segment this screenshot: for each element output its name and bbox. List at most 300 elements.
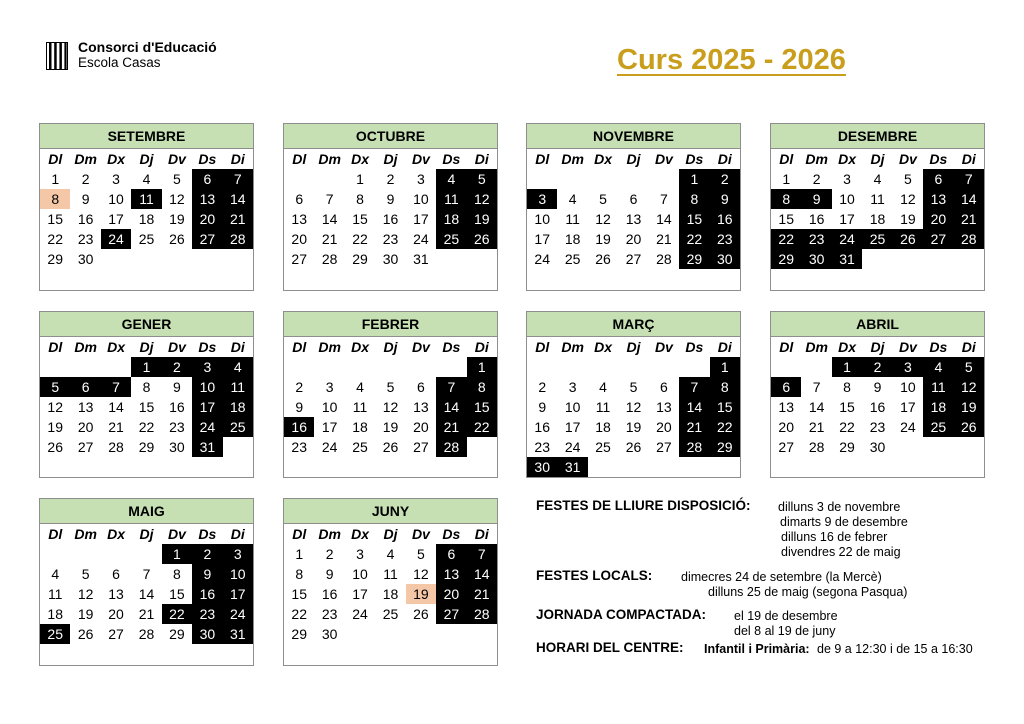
- month-marc: [526, 311, 741, 478]
- day-cell: 11: [923, 377, 953, 397]
- day-cell: 17: [900, 399, 916, 415]
- day-cell: 17: [839, 211, 855, 227]
- empty-cell: [314, 169, 344, 189]
- day-cell: 22: [138, 419, 155, 435]
- day-cell: 7: [436, 377, 466, 397]
- day-cell: 4: [923, 357, 953, 377]
- day-cell: 7: [954, 169, 984, 189]
- day-cell: 5: [417, 546, 425, 562]
- day-cell: 5: [904, 171, 912, 187]
- month-grid: [40, 524, 253, 644]
- day-cell: 23: [77, 231, 94, 247]
- day-cell: 18: [564, 231, 581, 247]
- day-cell: 14: [138, 586, 155, 602]
- weekday-label: Dj: [626, 151, 641, 167]
- weekday-label: Di: [961, 339, 976, 355]
- day-cell: 25: [382, 606, 399, 622]
- weekday-label: Dj: [870, 339, 885, 355]
- day-cell: 24: [192, 417, 222, 437]
- day-cell: 4: [386, 546, 395, 562]
- month-title: MAIG: [40, 499, 253, 524]
- weekday-label: Dj: [383, 526, 398, 542]
- day-cell: 13: [413, 399, 429, 415]
- day-cell: 21: [436, 417, 466, 437]
- day-cell: 2: [192, 544, 222, 564]
- empty-cell: [527, 357, 557, 377]
- day-cell: 26: [413, 606, 429, 622]
- day-cell: 29: [352, 251, 368, 267]
- day-cell: 25: [436, 229, 466, 249]
- local-holiday-2: dilluns 25 de maig (segona Pasqua): [708, 585, 908, 599]
- weekday-label: Dx: [351, 339, 370, 355]
- day-cell: 21: [808, 419, 825, 435]
- day-cell: 14: [108, 399, 124, 415]
- day-cell: 14: [223, 189, 253, 209]
- day-cell: 2: [386, 171, 395, 187]
- month-desembre: [770, 123, 985, 291]
- empty-cell: [70, 357, 100, 377]
- day-cell: 26: [169, 231, 185, 247]
- day-cell: 3: [568, 379, 577, 395]
- month-abril: [770, 311, 985, 478]
- month-title: MARÇ: [527, 312, 740, 337]
- weekday-label: Dm: [318, 339, 341, 355]
- day-cell: 3: [527, 189, 557, 209]
- empty-cell: [557, 357, 587, 377]
- day-cell: 29: [138, 439, 155, 455]
- day-cell: 28: [321, 251, 338, 267]
- day-cell: 9: [710, 189, 740, 209]
- day-cell: 18: [923, 397, 953, 417]
- month-title: FEBRER: [284, 312, 497, 337]
- empty-cell: [893, 437, 923, 457]
- day-cell: 6: [923, 169, 953, 189]
- empty-cell: [131, 544, 161, 564]
- day-cell: 12: [954, 377, 984, 397]
- day-cell: 28: [436, 437, 466, 457]
- day-cell: 7: [325, 191, 334, 207]
- weekday-label: Ds: [442, 526, 461, 542]
- weekday-label: Dv: [167, 151, 186, 167]
- day-cell: 30: [192, 624, 222, 644]
- day-cell: 3: [893, 357, 923, 377]
- month-title: OCTUBRE: [284, 124, 497, 149]
- day-cell: 20: [778, 419, 794, 435]
- day-cell: 24: [352, 606, 368, 622]
- day-cell: 20: [656, 419, 672, 435]
- day-cell: 31: [413, 251, 429, 267]
- day-cell: 17: [321, 419, 338, 435]
- weekday-label: Dv: [411, 526, 430, 542]
- day-cell: 2: [710, 169, 740, 189]
- empty-cell: [588, 169, 618, 189]
- empty-cell: [954, 249, 984, 269]
- org-name: Consorci d'Educació: [78, 39, 217, 55]
- day-cell: 15: [352, 211, 368, 227]
- day-cell: 24: [900, 419, 916, 435]
- empty-cell: [771, 357, 801, 377]
- empty-cell: [527, 169, 557, 189]
- empty-cell: [436, 357, 466, 377]
- day-cell: 19: [625, 419, 642, 435]
- weekday-label: Dv: [654, 339, 673, 355]
- day-cell: 12: [625, 399, 642, 415]
- weekday-label: Di: [474, 151, 489, 167]
- empty-cell: [345, 357, 375, 377]
- day-cell: 26: [47, 439, 63, 455]
- day-cell: 23: [291, 439, 307, 455]
- weekday-label: Ds: [929, 339, 948, 355]
- day-cell: 27: [625, 251, 642, 267]
- weekday-label: Dx: [594, 151, 613, 167]
- weekday-label: Dl: [292, 339, 307, 355]
- weekday-label: Di: [230, 526, 245, 542]
- day-cell: 28: [954, 229, 984, 249]
- day-cell: 30: [710, 249, 740, 269]
- day-cell: 18: [352, 419, 368, 435]
- day-cell: 3: [192, 357, 222, 377]
- day-cell: 6: [295, 191, 304, 207]
- day-cell: 8: [356, 191, 364, 207]
- weekday-label: Dm: [561, 151, 584, 167]
- empty-cell: [162, 249, 192, 269]
- day-cell: 11: [352, 399, 368, 415]
- day-cell: 7: [679, 377, 709, 397]
- day-cell: 6: [417, 379, 425, 395]
- month-grid: [284, 149, 497, 269]
- day-cell: 5: [40, 377, 70, 397]
- compact-day-label: JORNADA COMPACTADA:: [536, 607, 706, 622]
- day-cell: 21: [223, 209, 253, 229]
- day-cell: 25: [352, 439, 368, 455]
- day-cell: 28: [679, 437, 709, 457]
- day-cell: 16: [321, 586, 338, 602]
- day-cell: 13: [656, 399, 672, 415]
- weekday-label: Ds: [442, 151, 461, 167]
- day-cell: 24: [321, 439, 338, 455]
- weekday-label: Dx: [838, 151, 857, 167]
- day-cell: 27: [778, 439, 794, 455]
- day-cell: 20: [77, 419, 94, 435]
- empty-cell: [923, 437, 953, 457]
- day-cell: 25: [564, 251, 581, 267]
- day-cell: 11: [595, 399, 611, 415]
- day-cell: 25: [40, 624, 70, 644]
- weekday-label: Dl: [535, 339, 550, 355]
- day-cell: 14: [808, 399, 825, 415]
- day-cell: 10: [900, 379, 916, 395]
- day-cell: 2: [862, 357, 892, 377]
- day-cell: 27: [77, 439, 94, 455]
- day-cell: 18: [138, 211, 155, 227]
- day-cell: 29: [839, 439, 855, 455]
- day-cell: 5: [629, 379, 638, 395]
- day-cell: 18: [47, 606, 63, 622]
- day-cell: 3: [356, 546, 364, 562]
- day-cell: 16: [382, 211, 399, 227]
- day-cell: 24: [413, 231, 429, 247]
- day-cell: 6: [660, 379, 668, 395]
- day-cell: 26: [625, 439, 642, 455]
- weekday-label: Dx: [107, 151, 126, 167]
- day-cell: 31: [192, 437, 222, 457]
- day-cell: 17: [223, 584, 253, 604]
- day-cell: 10: [223, 564, 253, 584]
- day-cell: 26: [954, 417, 984, 437]
- weekday-label: Dv: [411, 151, 430, 167]
- weekday-label: Dx: [107, 526, 126, 542]
- empty-cell: [223, 437, 253, 457]
- course-title: Curs 2025 - 2026: [617, 44, 846, 76]
- day-cell: 30: [869, 439, 886, 455]
- day-cell: 22: [467, 417, 497, 437]
- day-cell: 23: [321, 606, 338, 622]
- day-cell: 12: [413, 566, 429, 582]
- day-cell: 16: [192, 584, 222, 604]
- day-cell: 22: [47, 231, 63, 247]
- weekday-label: Dl: [48, 151, 63, 167]
- day-cell: 27: [291, 251, 307, 267]
- month-grid: [771, 149, 984, 269]
- empty-cell: [467, 624, 497, 644]
- day-cell: 31: [223, 624, 253, 644]
- weekday-label: Dv: [654, 151, 673, 167]
- day-cell: 7: [223, 169, 253, 189]
- day-cell: 7: [660, 191, 668, 207]
- empty-cell: [710, 457, 740, 477]
- day-cell: 31: [557, 457, 587, 477]
- empty-cell: [284, 357, 314, 377]
- weekday-label: Dj: [383, 339, 398, 355]
- weekday-label: Di: [474, 526, 489, 542]
- day-cell: 2: [162, 357, 192, 377]
- day-cell: 23: [801, 229, 831, 249]
- weekday-label: Dl: [535, 151, 550, 167]
- day-cell: 28: [467, 604, 497, 624]
- day-cell: 8: [142, 379, 151, 395]
- day-cell: 19: [77, 606, 94, 622]
- empty-cell: [40, 357, 70, 377]
- empty-cell: [618, 169, 648, 189]
- day-cell: 29: [710, 437, 740, 457]
- day-cell: 9: [801, 189, 831, 209]
- empty-cell: [375, 624, 405, 644]
- day-cell: 15: [467, 397, 497, 417]
- day-cell: 17: [413, 211, 429, 227]
- day-cell: 22: [839, 419, 855, 435]
- day-cell: 30: [77, 251, 94, 267]
- day-cell: 15: [710, 397, 740, 417]
- empty-cell: [70, 544, 100, 564]
- day-cell: 17: [352, 586, 368, 602]
- day-cell: 24: [564, 439, 581, 455]
- free-days-label: FESTES DE LLIURE DISPOSICIÓ:: [536, 498, 751, 513]
- day-cell: 30: [527, 457, 557, 477]
- day-cell: 29: [169, 626, 185, 642]
- day-cell: 17: [534, 231, 550, 247]
- weekday-label: Dl: [292, 526, 307, 542]
- day-cell: 16: [169, 399, 185, 415]
- month-setembre: [39, 123, 254, 291]
- day-cell: 20: [625, 231, 642, 247]
- day-cell: 24: [223, 604, 253, 624]
- day-cell: 28: [223, 229, 253, 249]
- month-febrer: [283, 311, 498, 478]
- day-cell: 5: [81, 566, 90, 582]
- month-grid: [40, 149, 253, 269]
- day-cell: 30: [321, 626, 338, 642]
- day-cell: 29: [291, 626, 307, 642]
- free-day-1: dilluns 3 de novembre: [778, 500, 901, 514]
- weekday-label: Ds: [929, 151, 948, 167]
- empty-cell: [557, 169, 587, 189]
- free-day-4: divendres 22 de maig: [781, 545, 901, 559]
- day-cell: 28: [808, 439, 825, 455]
- weekday-label: Dv: [898, 339, 917, 355]
- day-cell: 5: [386, 379, 395, 395]
- day-cell: 23: [192, 604, 222, 624]
- day-cell: 8: [771, 189, 801, 209]
- day-cell: 11: [223, 377, 253, 397]
- month-novembre: [526, 123, 741, 291]
- day-cell: 11: [47, 586, 63, 602]
- day-cell: 9: [386, 191, 395, 207]
- day-cell: 1: [467, 357, 497, 377]
- day-cell: 19: [954, 397, 984, 417]
- day-cell: 17: [108, 211, 124, 227]
- month-grid: [40, 337, 253, 457]
- day-cell: 2: [538, 379, 547, 395]
- day-cell: 16: [869, 399, 886, 415]
- weekday-label: Ds: [198, 339, 217, 355]
- local-holidays-label: FESTES LOCALS:: [536, 568, 653, 583]
- empty-cell: [649, 169, 679, 189]
- weekday-label: Dx: [594, 339, 613, 355]
- empty-cell: [436, 624, 466, 644]
- day-cell: 4: [223, 357, 253, 377]
- weekday-label: Dj: [139, 526, 154, 542]
- weekday-label: Dj: [870, 151, 885, 167]
- day-cell: 1: [710, 357, 740, 377]
- day-cell: 1: [295, 546, 304, 562]
- weekday-label: Dl: [779, 339, 794, 355]
- day-cell: 22: [291, 606, 307, 622]
- day-cell: 23: [169, 419, 185, 435]
- catalan-flag-logo-icon: [46, 42, 68, 70]
- day-cell: 21: [656, 231, 672, 247]
- month-octubre: [283, 123, 498, 291]
- weekday-label: Ds: [198, 151, 217, 167]
- day-cell: 29: [771, 249, 801, 269]
- month-maig: [39, 498, 254, 666]
- day-cell: 12: [47, 399, 63, 415]
- day-cell: 4: [568, 191, 577, 207]
- weekday-label: Ds: [685, 339, 704, 355]
- day-cell: 1: [356, 171, 364, 187]
- empty-cell: [588, 457, 618, 477]
- day-cell: 21: [321, 231, 338, 247]
- empty-cell: [223, 249, 253, 269]
- day-cell: 24: [101, 229, 131, 249]
- empty-cell: [649, 457, 679, 477]
- day-cell: 8: [710, 377, 740, 397]
- weekday-label: Dm: [561, 339, 584, 355]
- weekday-label: Di: [961, 151, 976, 167]
- weekday-label: Dj: [626, 339, 641, 355]
- day-cell: 14: [467, 564, 497, 584]
- day-cell: 25: [862, 229, 892, 249]
- day-cell: 27: [192, 229, 222, 249]
- day-cell: 25: [223, 417, 253, 437]
- weekday-label: Dm: [805, 151, 828, 167]
- day-cell: 11: [870, 191, 885, 207]
- month-grid: [527, 337, 740, 477]
- day-cell: 16: [284, 417, 314, 437]
- weekday-label: Dj: [139, 151, 154, 167]
- day-cell: 23: [869, 419, 886, 435]
- day-cell: 3: [325, 379, 334, 395]
- weekday-label: Dm: [318, 151, 341, 167]
- day-cell: 20: [413, 419, 429, 435]
- empty-cell: [893, 249, 923, 269]
- weekday-label: Dv: [167, 339, 186, 355]
- day-cell: 9: [192, 564, 222, 584]
- day-cell: 10: [352, 566, 368, 582]
- day-cell: 2: [812, 171, 821, 187]
- empty-cell: [618, 457, 648, 477]
- weekday-label: Dx: [351, 526, 370, 542]
- day-cell: 18: [595, 419, 611, 435]
- day-cell: 3: [112, 171, 120, 187]
- day-cell: 10: [108, 191, 124, 207]
- day-cell: 14: [321, 211, 338, 227]
- day-cell: 10: [534, 211, 550, 227]
- day-cell: 19: [169, 211, 185, 227]
- day-cell: 24: [534, 251, 550, 267]
- weekday-label: Dx: [107, 339, 126, 355]
- day-cell: 16: [77, 211, 94, 227]
- empty-cell: [406, 357, 436, 377]
- day-cell: 18: [869, 211, 886, 227]
- day-cell: 14: [436, 397, 466, 417]
- empty-cell: [375, 357, 405, 377]
- day-cell: 18: [436, 209, 466, 229]
- month-grid: [771, 337, 984, 457]
- day-cell: 26: [382, 439, 399, 455]
- day-cell: 26: [77, 626, 94, 642]
- day-cell: 16: [710, 209, 740, 229]
- day-cell: 8: [467, 377, 497, 397]
- empty-cell: [467, 249, 497, 269]
- day-cell: 15: [169, 586, 185, 602]
- day-cell: 27: [108, 626, 124, 642]
- month-grid: [527, 149, 740, 269]
- empty-cell: [40, 544, 70, 564]
- day-cell: 12: [169, 191, 185, 207]
- day-cell: 2: [81, 171, 90, 187]
- day-cell: 9: [325, 566, 334, 582]
- day-cell: 21: [954, 209, 984, 229]
- empty-cell: [101, 544, 131, 564]
- day-cell: 13: [108, 586, 124, 602]
- day-cell: 5: [954, 357, 984, 377]
- month-title: DESEMBRE: [771, 124, 984, 149]
- day-cell: 5: [173, 171, 181, 187]
- day-cell: 21: [467, 584, 497, 604]
- day-cell: 10: [192, 377, 222, 397]
- empty-cell: [131, 249, 161, 269]
- day-cell: 13: [923, 189, 953, 209]
